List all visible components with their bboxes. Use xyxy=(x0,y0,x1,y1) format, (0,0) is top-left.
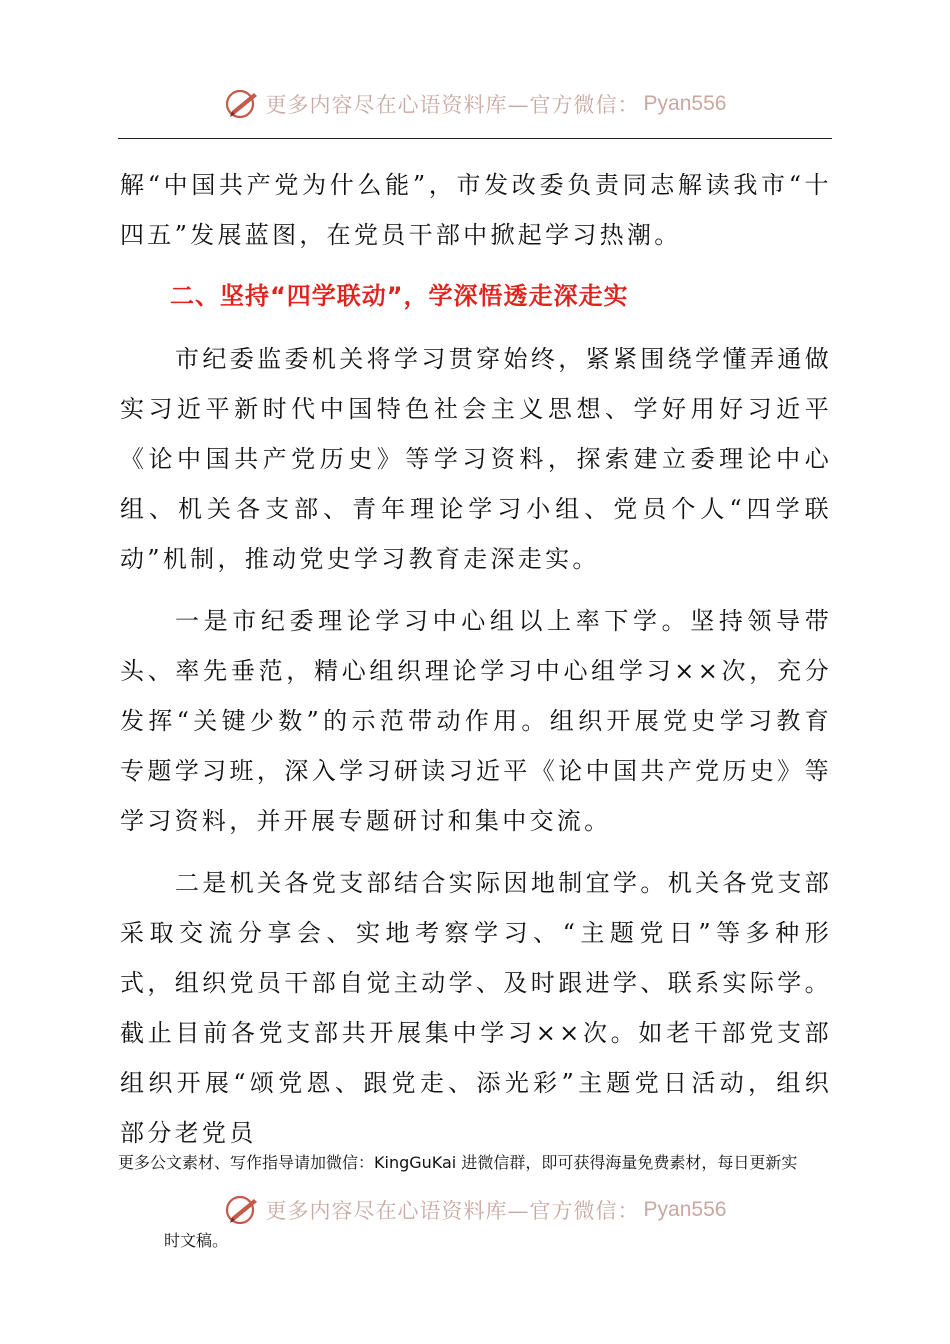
document-body xyxy=(120,160,832,1158)
footer-brand-text: 更多内容尽在心语资料库—官方微信： xyxy=(265,1199,640,1223)
header-divider xyxy=(118,138,832,139)
section-heading: 二、坚持“四学联动”，学深悟透走深走实 xyxy=(170,282,629,310)
footer-note-tail: 时文稿。 xyxy=(164,1231,229,1250)
paragraph-continuation: 解“中国共产党为什么能”，市发改委负责同志解读我市“十四五”发展蓝图，在党员干部中掀起学习热潮。 xyxy=(120,171,832,249)
footer-wechat-id: Pyan556 xyxy=(643,1198,727,1221)
pen-logo-icon xyxy=(224,87,262,121)
footer-note: 更多公文素材、写作指导请加微信：KingGuKai 进微信群，即可获得海量免费素材，每日更新实 xyxy=(118,1153,798,1172)
header-watermark-banner xyxy=(0,84,950,124)
paragraph-intro: 市纪委监委机关将学习贯穿始终，紧紧围绕学懂弄通做实习近平新时代中国特色社会主义思想、学好用好习近平《论中国共产党历史》等学习资料，探索建立委理论中心组、机关各支部、青年理论学习小组、党员个人“四学联动”机制，推动党史学习教育走深走实。 xyxy=(120,345,832,573)
pen-logo-icon xyxy=(224,1193,262,1227)
header-wechat-id: Pyan556 xyxy=(643,92,727,115)
header-brand-text: 更多内容尽在心语资料库—官方微信： xyxy=(265,93,640,117)
paragraph-point-two: 二是机关各党支部结合实际因地制宜学。机关各党支部采取交流分享会、实地考察学习、“主题党日”等多种形式，组织党员干部自觉主动学、及时跟进学、联系实际学。截止目前各党支部共开展集中学习××次。如老干部党支部组织开展“颂党恩、跟党走、添光彩”主题党日活动，组织部分老党员 xyxy=(120,869,832,1147)
footer-watermark-banner xyxy=(0,1190,950,1230)
paragraph-point-one: 一是市纪委理论学习中心组以上率下学。坚持领导带头、率先垂范，精心组织理论学习中心组学习××次，充分发挥“关键少数”的示范带动作用。组织开展党史学习教育专题学习班，深入学习研读习近平《论中国共产党历史》等学习资料，并开展专题研讨和集中交流。 xyxy=(120,607,832,835)
